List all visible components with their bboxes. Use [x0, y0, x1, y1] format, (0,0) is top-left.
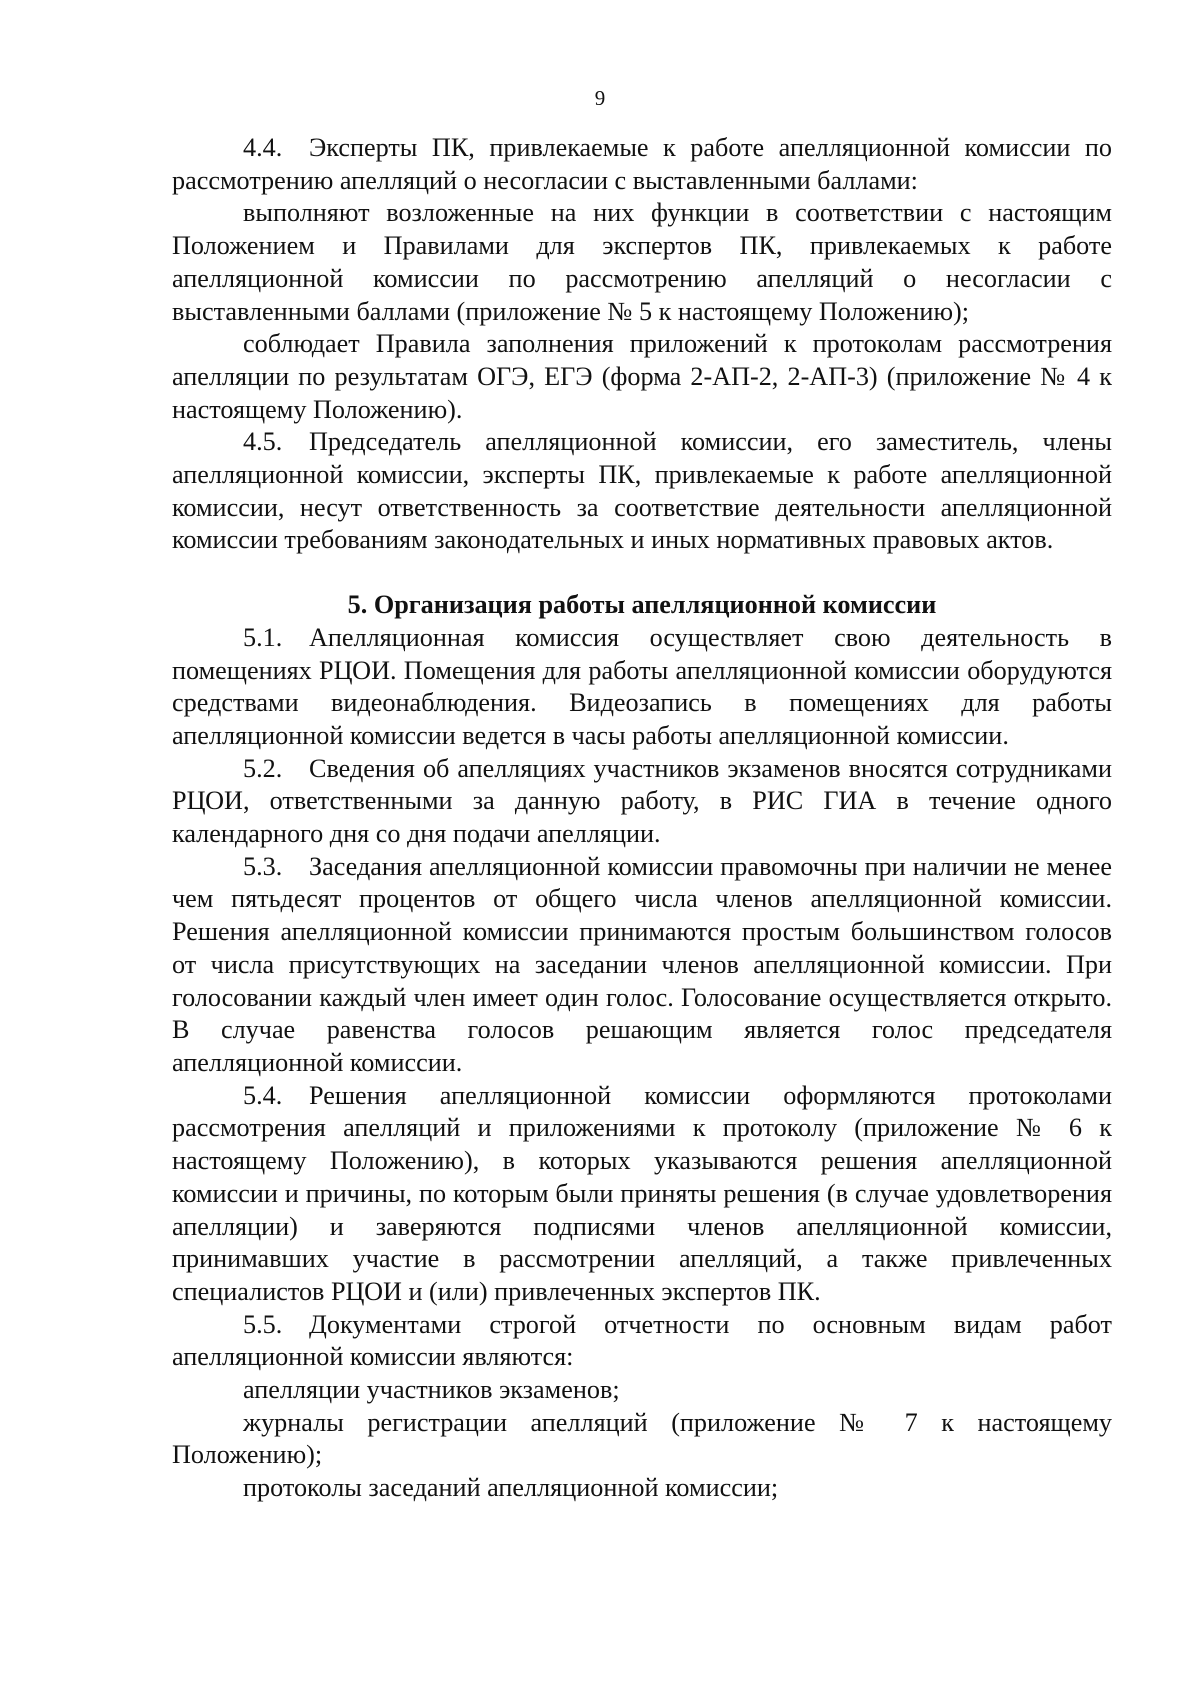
- paragraph-5-5: [172, 1309, 1112, 1374]
- paragraph-text: Решения апелляционной комиссии оформляются протоколами рассмотрения апелляций и приложениями к протоколу (приложение № 6 к настоящему Положению), в которых указываются решения апелляционной комиссии и причины, по которым были приняты решения (в случае удовлетворения апелляции) и заверяются подписями членов апелляционной комиссии, принимавших участие в рассмотрении апелляций, а также привлеченных специалистов РЦОИ и (или) привлеченных экспертов ПК.: [172, 1080, 1112, 1306]
- paragraph-5-5-item-1: [172, 1374, 1112, 1407]
- paragraph-4-5: [172, 426, 1112, 557]
- paragraph-number: 5.5.: [243, 1309, 283, 1339]
- section-heading: 5. Организация работы апелляционной комиссии: [347, 590, 937, 620]
- paragraph-number: 5.4.: [243, 1080, 283, 1110]
- paragraph-text: протоколы заседаний апелляционной комиссии;: [243, 1473, 779, 1503]
- paragraph-text: выполняют возложенные на них функции в соответствии с настоящим Положением и Правилами для экспертов ПК, привлекаемых к работе апелляционной комиссии по рассмотрению апелляций о несогласии с выставленными баллами (приложение № 5 к настоящему Положению);: [172, 198, 1112, 326]
- paragraph-5-4: [172, 1080, 1112, 1309]
- paragraph-text: Заседания апелляционной комиссии правомочны при наличии не менее чем пятьдесят процентов от общего числа членов апелляционной комиссии. Решения апелляционной комиссии принимаются простым большинством голосов от числа присутствующих на заседании членов апелляционной комиссии. При голосовании каждый член имеет один голос. Голосование осуществляется открыто. В случае равенства голосов решающим является голос председателя апелляционной комиссии.: [172, 851, 1112, 1077]
- paragraph-5-3: [172, 851, 1112, 1080]
- page-number: 9: [594, 86, 606, 110]
- paragraph-text: апелляции участников экзаменов;: [243, 1375, 620, 1405]
- paragraph-number: 5.2.: [243, 753, 283, 783]
- paragraph-4-4: [172, 132, 1112, 197]
- paragraph-text: журналы регистрации апелляций (приложение № 7 к настоящему Положению);: [172, 1407, 1112, 1470]
- paragraph-text: соблюдает Правила заполнения приложений к протоколам рассмотрения апелляции по результатам ОГЭ, ЕГЭ (форма 2-АП-2, 2-АП-3) (приложение № 4 к настоящему Положению).: [172, 329, 1112, 424]
- paragraph-5-5-item-3: [172, 1472, 1112, 1505]
- paragraph-text: Документами строгой отчетности по основным видам работ апелляционной комиссии являются:: [172, 1309, 1112, 1372]
- paragraph-text: Председатель апелляционной комиссии, его заместитель, члены апелляционной комиссии, эксперты ПК, привлекаемые к работе апелляционной комиссии, несут ответственность за соответствие деятельности апелляционной комиссии требованиям законодательных и иных нормативных правовых актов.: [172, 427, 1112, 555]
- paragraph-number: 4.4.: [243, 133, 283, 162]
- paragraph-text: Апелляционная комиссия осуществляет свою деятельность в помещениях РЦОИ. Помещения для работы апелляционной комиссии оборудуются средствами видеонаблюдения. Видеозапись в помещениях для работы апелляционной комиссии ведется в часы работы апелляционной комиссии.: [172, 622, 1112, 750]
- section-4-paragraphs: [172, 132, 1112, 557]
- paragraph-text: Эксперты ПК, привлекаемые к работе апелляционной комиссии по рассмотрению апелляций о несогласии с выставленными баллами:: [172, 133, 1112, 195]
- paragraph-number: 4.5.: [243, 427, 283, 457]
- paragraph-5-1: [172, 622, 1112, 753]
- paragraph-number: 5.3.: [243, 851, 283, 881]
- paragraph-number: 5.1.: [243, 622, 283, 652]
- paragraph-4-4-item-2: [172, 328, 1112, 426]
- paragraph-5-2: [172, 753, 1112, 851]
- document-body: [172, 132, 1112, 1505]
- section-5-paragraphs: [172, 622, 1112, 1505]
- paragraph-5-5-item-2: [172, 1407, 1112, 1472]
- paragraph-4-4-item-1: [172, 197, 1112, 328]
- paragraph-text: Сведения об апелляциях участников экзаменов вносятся сотрудниками РЦОИ, ответственными за данную работу, в РИС ГИА в течение одного календарного дня со дня подачи апелляции.: [172, 753, 1112, 849]
